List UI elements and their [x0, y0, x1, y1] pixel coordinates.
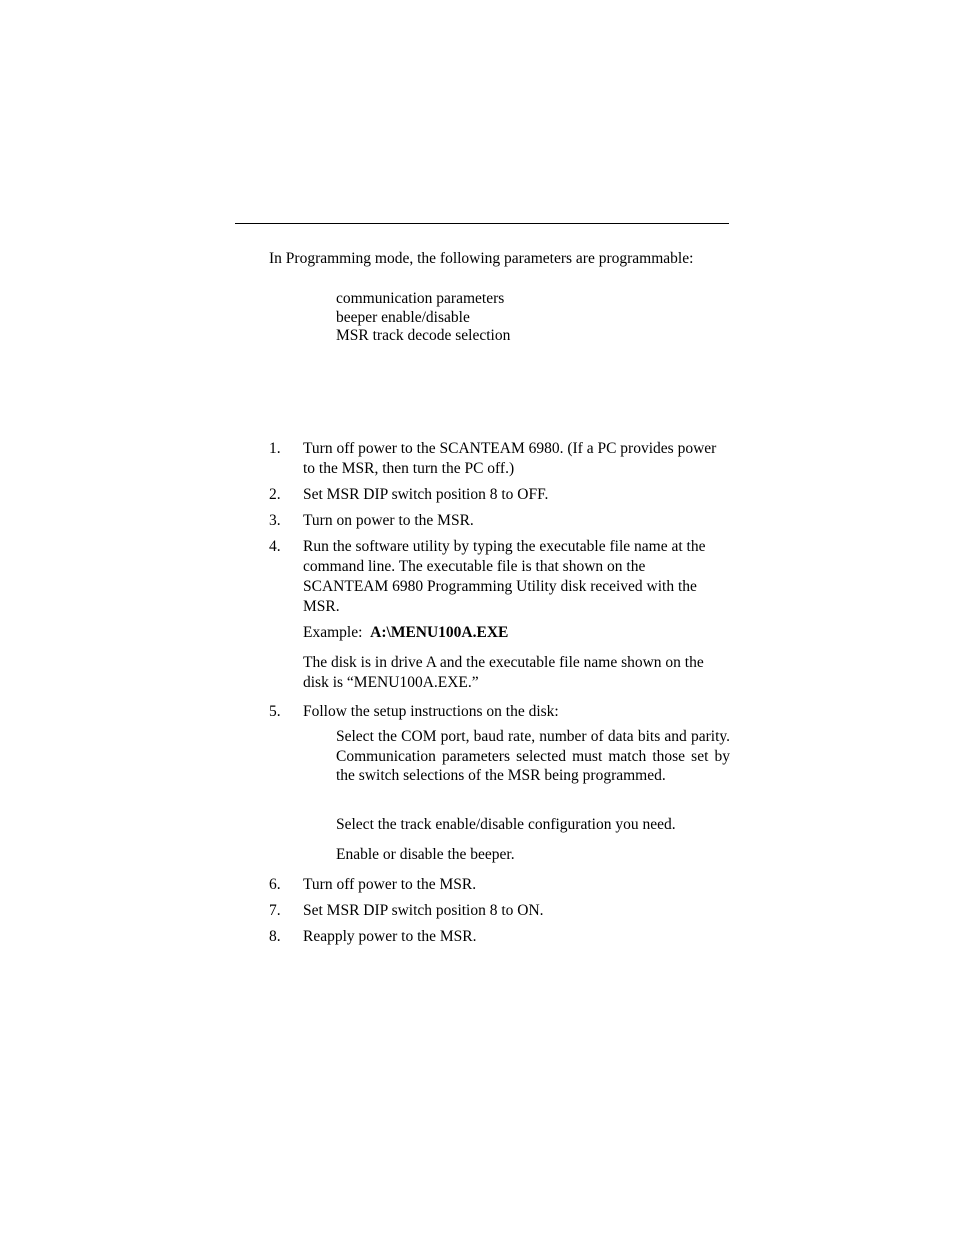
example-line — [303, 623, 731, 643]
parameter-list — [336, 290, 510, 346]
step-number: 2. — [269, 486, 281, 503]
header-rule — [235, 223, 729, 224]
step-number: 1. — [269, 440, 281, 457]
step-4 — [269, 537, 731, 617]
step-text: Follow the setup instructions on the disk: — [303, 703, 559, 720]
step-number: 4. — [269, 538, 281, 555]
step-number: 7. — [269, 902, 281, 919]
step-text: Set MSR DIP switch position 8 to ON. — [303, 902, 544, 919]
step-number: 5. — [269, 703, 281, 720]
step-text: Turn off power to the SCANTEAM 6980. (If a PC provides power to the MSR, then turn the PC off.) — [303, 440, 717, 477]
parameter-item: communication parameters — [336, 290, 505, 307]
step-number: 3. — [269, 512, 281, 529]
step-number: 6. — [269, 876, 281, 893]
step-text: Turn off power to the MSR. — [303, 876, 477, 893]
step-2 — [269, 485, 731, 505]
step-7 — [269, 901, 731, 921]
step-text: Run the software utility by typing the executable file name at the command line. The executable file is that shown on the SCANTEAM 6980 Programming Utility disk received with the MSR. — [303, 538, 706, 615]
setup-instruction-3: Enable or disable the beeper. — [336, 846, 515, 863]
parameter-item: MSR track decode selection — [336, 327, 511, 344]
setup-instruction-1: Select the COM port, baud rate, number of data bits and parity. Communication parameters selected must match those set by the switch selections of the MSR being programmed. — [336, 728, 730, 784]
step-6 — [269, 875, 731, 895]
intro-paragraph: In Programming mode, the following parameters are programmable: — [269, 250, 694, 267]
step-text: Turn on power to the MSR. — [303, 512, 474, 529]
step-text: Reapply power to the MSR. — [303, 928, 477, 945]
parameter-item: beeper enable/disable — [336, 308, 470, 326]
step-text: Set MSR DIP switch position 8 to OFF. — [303, 486, 549, 503]
example-command: A:\MENU100A.EXE — [370, 624, 509, 641]
example-label: Example: — [303, 624, 363, 641]
setup-instruction-2: Select the track enable/disable configuration you need. — [336, 816, 676, 833]
step-8 — [269, 927, 731, 947]
example-explanation: The disk is in drive A and the executable file name shown on the disk is “MENU100A.EXE.” — [303, 654, 704, 691]
step-1 — [269, 439, 731, 479]
step-number: 8. — [269, 928, 281, 945]
step-3 — [269, 511, 731, 531]
step-5 — [269, 702, 731, 722]
